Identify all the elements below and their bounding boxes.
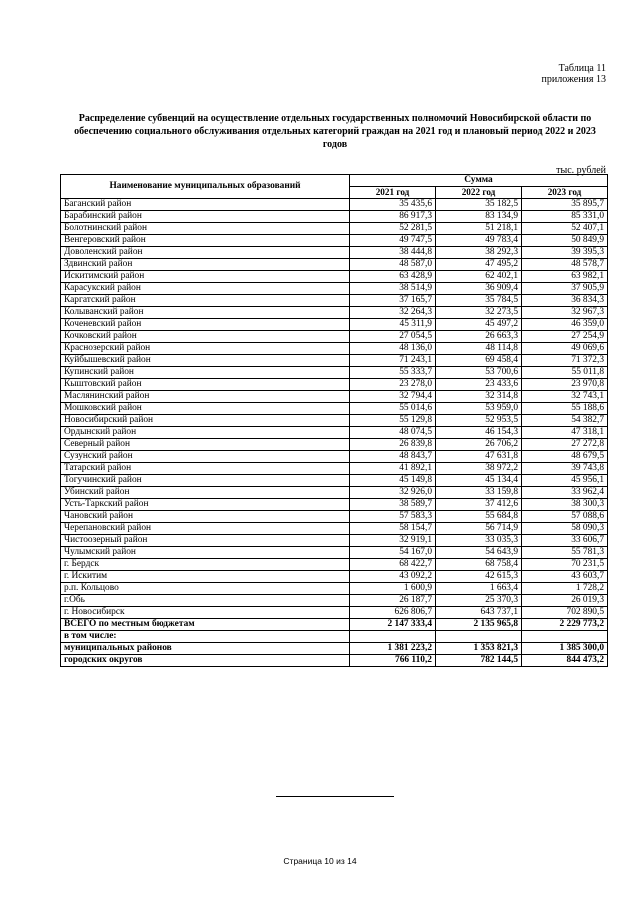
- value-cell: 32 794,4: [350, 391, 436, 403]
- value-cell: 48 136,0: [350, 343, 436, 355]
- total-row: [61, 619, 608, 631]
- column-header-2022: 2022 год: [436, 187, 522, 199]
- value-cell: 49 783,4: [436, 235, 522, 247]
- value-cell: 23 970,8: [522, 379, 608, 391]
- value-cell: 35 182,5: [436, 199, 522, 211]
- value-cell: 35 784,5: [436, 295, 522, 307]
- value-cell: 47 318,1: [522, 427, 608, 439]
- row-name: Здвинский район: [61, 259, 350, 271]
- table-row: [61, 559, 608, 571]
- value-cell: 69 458,4: [436, 355, 522, 367]
- table-row: [61, 391, 608, 403]
- column-header-2023: 2023 год: [522, 187, 608, 199]
- table-row: [61, 415, 608, 427]
- table-row: [61, 379, 608, 391]
- end-rule: [276, 796, 394, 797]
- value-cell: 46 154,3: [436, 427, 522, 439]
- row-name: Барабинский район: [61, 211, 350, 223]
- value-cell: 63 982,1: [522, 271, 608, 283]
- value-cell: 1 385 300,0: [522, 643, 608, 655]
- value-cell: 844 473,2: [522, 655, 608, 667]
- value-cell: 33 159,8: [436, 487, 522, 499]
- value-cell: 35 895,7: [522, 199, 608, 211]
- row-name: Куйбышевский район: [61, 355, 350, 367]
- row-name: Северный район: [61, 439, 350, 451]
- table-row: [61, 343, 608, 355]
- value-cell: 53 700,6: [436, 367, 522, 379]
- value-cell: 48 074,5: [350, 427, 436, 439]
- including-label: в том числе:: [61, 631, 350, 643]
- row-name: Маслянинский район: [61, 391, 350, 403]
- value-cell: 27 054,5: [350, 331, 436, 343]
- table-row: [61, 307, 608, 319]
- value-cell: 58 154,7: [350, 523, 436, 535]
- value-cell: 626 806,7: [350, 607, 436, 619]
- row-name: Кыштовский район: [61, 379, 350, 391]
- value-cell: 38 444,8: [350, 247, 436, 259]
- value-cell: 48 679,5: [522, 451, 608, 463]
- value-cell: 35 435,6: [350, 199, 436, 211]
- value-cell: 27 254,9: [522, 331, 608, 343]
- document-title: Распределение субвенций на осуществление отдельных государственных полномочий Новосибирской области по обеспечению социального обслуживания отдельных категорий граждан на 2021 год и плановый период 2022 и 2023 годов: [74, 113, 596, 150]
- value-cell: 55 129,8: [350, 415, 436, 427]
- table-row: [61, 535, 608, 547]
- table-number: Таблица 11: [558, 63, 606, 74]
- value-cell: 45 956,1: [522, 475, 608, 487]
- value-cell: 45 311,9: [350, 319, 436, 331]
- value-cell: 83 134,9: [436, 211, 522, 223]
- row-name: Татарский район: [61, 463, 350, 475]
- value-cell: 26 019,3: [522, 595, 608, 607]
- table-row: [61, 271, 608, 283]
- value-cell: 36 834,3: [522, 295, 608, 307]
- table-row: [61, 319, 608, 331]
- table-row: [61, 427, 608, 439]
- value-cell: 26 187,7: [350, 595, 436, 607]
- value-cell: 46 359,0: [522, 319, 608, 331]
- value-cell: 54 643,9: [436, 547, 522, 559]
- value-cell: 71 243,1: [350, 355, 436, 367]
- value-cell: 36 909,4: [436, 283, 522, 295]
- row-name: Коченевский район: [61, 319, 350, 331]
- row-name: Венгеровский район: [61, 235, 350, 247]
- row-name: Ордынский район: [61, 427, 350, 439]
- value-cell: 42 615,3: [436, 571, 522, 583]
- value-cell: 55 188,6: [522, 403, 608, 415]
- row-name: ВСЕГО по местным бюджетам: [61, 619, 350, 631]
- value-cell: 33 035,3: [436, 535, 522, 547]
- value-cell: 39 395,3: [522, 247, 608, 259]
- value-cell: 1 353 821,3: [436, 643, 522, 655]
- table-row: [61, 499, 608, 511]
- row-name: Купинский район: [61, 367, 350, 379]
- row-name: Чановский район: [61, 511, 350, 523]
- value-cell: 52 281,5: [350, 223, 436, 235]
- value-cell: 23 433,6: [436, 379, 522, 391]
- row-name: Чистоозерный район: [61, 535, 350, 547]
- column-header-name: Наименование муниципальных образований: [61, 175, 350, 199]
- value-cell: 23 278,0: [350, 379, 436, 391]
- value-cell: 43 603,7: [522, 571, 608, 583]
- value-cell: 782 144,5: [436, 655, 522, 667]
- value-cell: 71 372,3: [522, 355, 608, 367]
- value-cell: 48 578,7: [522, 259, 608, 271]
- subtotal-row: [61, 643, 608, 655]
- row-name: г.Обь: [61, 595, 350, 607]
- value-cell: 68 422,7: [350, 559, 436, 571]
- value-cell: 38 292,3: [436, 247, 522, 259]
- table-row: [61, 283, 608, 295]
- value-cell: 1 600,9: [350, 583, 436, 595]
- table-row: [61, 199, 608, 211]
- row-name: Кочковский район: [61, 331, 350, 343]
- value-cell: 37 905,9: [522, 283, 608, 295]
- value-cell: 54 382,7: [522, 415, 608, 427]
- value-cell: 2 135 965,8: [436, 619, 522, 631]
- row-name: городских округов: [61, 655, 350, 667]
- empty-cell: [350, 631, 436, 643]
- value-cell: 32 264,3: [350, 307, 436, 319]
- table-row: [61, 211, 608, 223]
- value-cell: 55 781,3: [522, 547, 608, 559]
- value-cell: 49 069,6: [522, 343, 608, 355]
- row-name: Усть-Таркский район: [61, 499, 350, 511]
- value-cell: 48 114,8: [436, 343, 522, 355]
- value-cell: 32 273,5: [436, 307, 522, 319]
- value-cell: 1 728,2: [522, 583, 608, 595]
- value-cell: 45 149,8: [350, 475, 436, 487]
- value-cell: 53 959,0: [436, 403, 522, 415]
- row-name: Сузунский район: [61, 451, 350, 463]
- value-cell: 702 890,5: [522, 607, 608, 619]
- value-cell: 47 495,2: [436, 259, 522, 271]
- value-cell: 26 663,3: [436, 331, 522, 343]
- value-cell: 2 229 773,2: [522, 619, 608, 631]
- row-name: Тогучинский район: [61, 475, 350, 487]
- table-reference: [542, 63, 606, 85]
- table-row: [61, 331, 608, 343]
- empty-cell: [436, 631, 522, 643]
- value-cell: 38 589,7: [350, 499, 436, 511]
- table-row: [61, 235, 608, 247]
- value-cell: 58 090,3: [522, 523, 608, 535]
- row-name: г. Бердск: [61, 559, 350, 571]
- value-cell: 54 167,0: [350, 547, 436, 559]
- column-header-2021: 2021 год: [350, 187, 436, 199]
- row-name: Болотнинский район: [61, 223, 350, 235]
- row-name: Карасукский район: [61, 283, 350, 295]
- value-cell: 63 428,9: [350, 271, 436, 283]
- table-row: [61, 607, 608, 619]
- table-row: [61, 571, 608, 583]
- value-cell: 48 843,7: [350, 451, 436, 463]
- table-row: [61, 247, 608, 259]
- value-cell: 52 407,1: [522, 223, 608, 235]
- value-cell: 70 231,5: [522, 559, 608, 571]
- value-cell: 27 272,8: [522, 439, 608, 451]
- value-cell: 55 011,8: [522, 367, 608, 379]
- value-cell: 45 497,2: [436, 319, 522, 331]
- row-name: Чулымский район: [61, 547, 350, 559]
- value-cell: 32 743,1: [522, 391, 608, 403]
- value-cell: 47 631,8: [436, 451, 522, 463]
- subsidy-table: [60, 174, 608, 667]
- value-cell: 32 967,3: [522, 307, 608, 319]
- table-row: [61, 403, 608, 415]
- value-cell: 25 370,3: [436, 595, 522, 607]
- value-cell: 1 663,4: [436, 583, 522, 595]
- table-row: [61, 583, 608, 595]
- value-cell: 55 333,7: [350, 367, 436, 379]
- value-cell: 37 165,7: [350, 295, 436, 307]
- value-cell: 33 606,7: [522, 535, 608, 547]
- row-name: Черепановский район: [61, 523, 350, 535]
- table-row: [61, 439, 608, 451]
- units-label: тыс. рублей: [556, 165, 606, 176]
- value-cell: 68 758,4: [436, 559, 522, 571]
- value-cell: 41 892,1: [350, 463, 436, 475]
- table-row: [61, 475, 608, 487]
- table-row: [61, 451, 608, 463]
- value-cell: 32 314,8: [436, 391, 522, 403]
- value-cell: 643 737,1: [436, 607, 522, 619]
- value-cell: 766 110,2: [350, 655, 436, 667]
- table-row: [61, 463, 608, 475]
- value-cell: 55 684,8: [436, 511, 522, 523]
- row-name: Краснозерский район: [61, 343, 350, 355]
- value-cell: 57 088,6: [522, 511, 608, 523]
- column-header-sum: Сумма: [350, 175, 608, 187]
- value-cell: 48 587,0: [350, 259, 436, 271]
- value-cell: 2 147 333,4: [350, 619, 436, 631]
- value-cell: 51 218,1: [436, 223, 522, 235]
- table-row: [61, 259, 608, 271]
- row-name: Баганский район: [61, 199, 350, 211]
- value-cell: 56 714,9: [436, 523, 522, 535]
- including-row: [61, 631, 608, 643]
- row-name: Искитимский район: [61, 271, 350, 283]
- table-row: [61, 487, 608, 499]
- value-cell: 52 953,5: [436, 415, 522, 427]
- value-cell: 50 849,9: [522, 235, 608, 247]
- row-name: Каргатский район: [61, 295, 350, 307]
- value-cell: 43 092,2: [350, 571, 436, 583]
- value-cell: 33 962,4: [522, 487, 608, 499]
- value-cell: 45 134,4: [436, 475, 522, 487]
- value-cell: 37 412,6: [436, 499, 522, 511]
- row-name: Убинский район: [61, 487, 350, 499]
- value-cell: 57 583,3: [350, 511, 436, 523]
- value-cell: 38 300,3: [522, 499, 608, 511]
- table-row: [61, 295, 608, 307]
- value-cell: 26 839,8: [350, 439, 436, 451]
- value-cell: 26 706,2: [436, 439, 522, 451]
- value-cell: 62 402,1: [436, 271, 522, 283]
- table-row: [61, 511, 608, 523]
- value-cell: 85 331,0: [522, 211, 608, 223]
- value-cell: 55 014,6: [350, 403, 436, 415]
- table-row: [61, 547, 608, 559]
- table-row: [61, 595, 608, 607]
- value-cell: 1 381 223,2: [350, 643, 436, 655]
- row-name: Мошковский район: [61, 403, 350, 415]
- row-name: г. Новосибирск: [61, 607, 350, 619]
- value-cell: 32 926,0: [350, 487, 436, 499]
- value-cell: 32 919,1: [350, 535, 436, 547]
- row-name: Доволенский район: [61, 247, 350, 259]
- page-number: Страница 10 из 14: [283, 856, 357, 866]
- table-row: [61, 523, 608, 535]
- appendix-number: приложения 13: [541, 74, 606, 85]
- table-row: [61, 355, 608, 367]
- table-row: [61, 367, 608, 379]
- row-name: Колыванский район: [61, 307, 350, 319]
- subtotal-row: [61, 655, 608, 667]
- row-name: г. Искитим: [61, 571, 350, 583]
- row-name: Новосибирский район: [61, 415, 350, 427]
- value-cell: 38 972,2: [436, 463, 522, 475]
- value-cell: 86 917,3: [350, 211, 436, 223]
- row-name: муниципальных районов: [61, 643, 350, 655]
- empty-cell: [522, 631, 608, 643]
- value-cell: 38 514,9: [350, 283, 436, 295]
- row-name: р.п. Кольцово: [61, 583, 350, 595]
- value-cell: 49 747,5: [350, 235, 436, 247]
- table-row: [61, 223, 608, 235]
- value-cell: 39 743,8: [522, 463, 608, 475]
